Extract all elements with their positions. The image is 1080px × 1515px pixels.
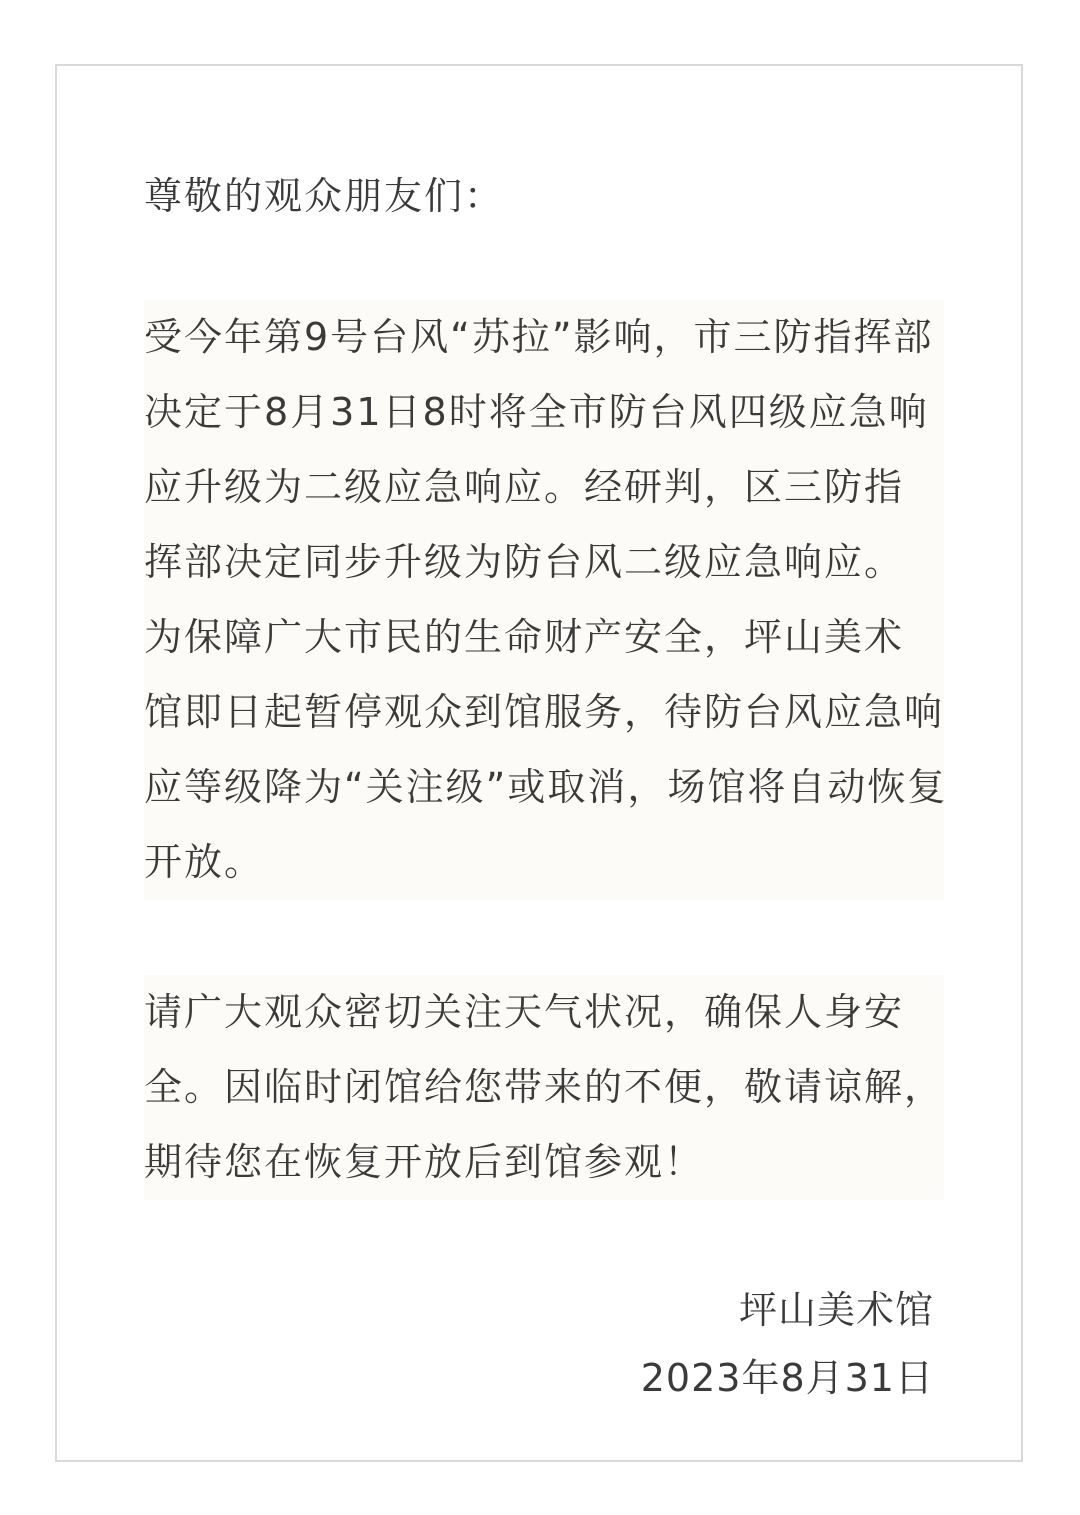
paragraph-line: 应等级降为“关注级”或取消，场馆将自动恢复 <box>144 750 944 825</box>
notice-greeting: 尊敬的观众朋友们： <box>144 174 505 218</box>
paragraph-line: 期待您在恢复开放后到馆参观！ <box>144 1125 944 1200</box>
paragraph-line: 决定于8月31日8时将全市防台风四级应急响 <box>144 375 944 450</box>
paragraph-line: 挥部决定同步升级为防台风二级应急响应。 <box>144 525 944 600</box>
notice-paragraph-1 <box>144 300 948 900</box>
signature-organization: 坪山美术馆 <box>738 1288 934 1332</box>
paragraph-line: 受今年第9号台风“苏拉”影响，市三防指挥部 <box>144 300 944 375</box>
paragraph-line: 请广大观众密切关注天气状况，确保人身安 <box>144 975 944 1050</box>
paragraph-line: 应升级为二级应急响应。经研判，区三防指 <box>144 450 944 525</box>
paragraph-line: 全。因临时闭馆给您带来的不便，敬请谅解， <box>144 1050 944 1125</box>
signature-date: 2023年8月31日 <box>640 1356 934 1400</box>
paragraph-line: 开放。 <box>144 825 944 900</box>
notice-paragraph-2 <box>144 975 944 1200</box>
paragraph-line: 馆即日起暂停观众到馆服务，待防台风应急响 <box>144 675 944 750</box>
paragraph-line: 为保障广大市民的生命财产安全，坪山美术 <box>144 600 944 675</box>
